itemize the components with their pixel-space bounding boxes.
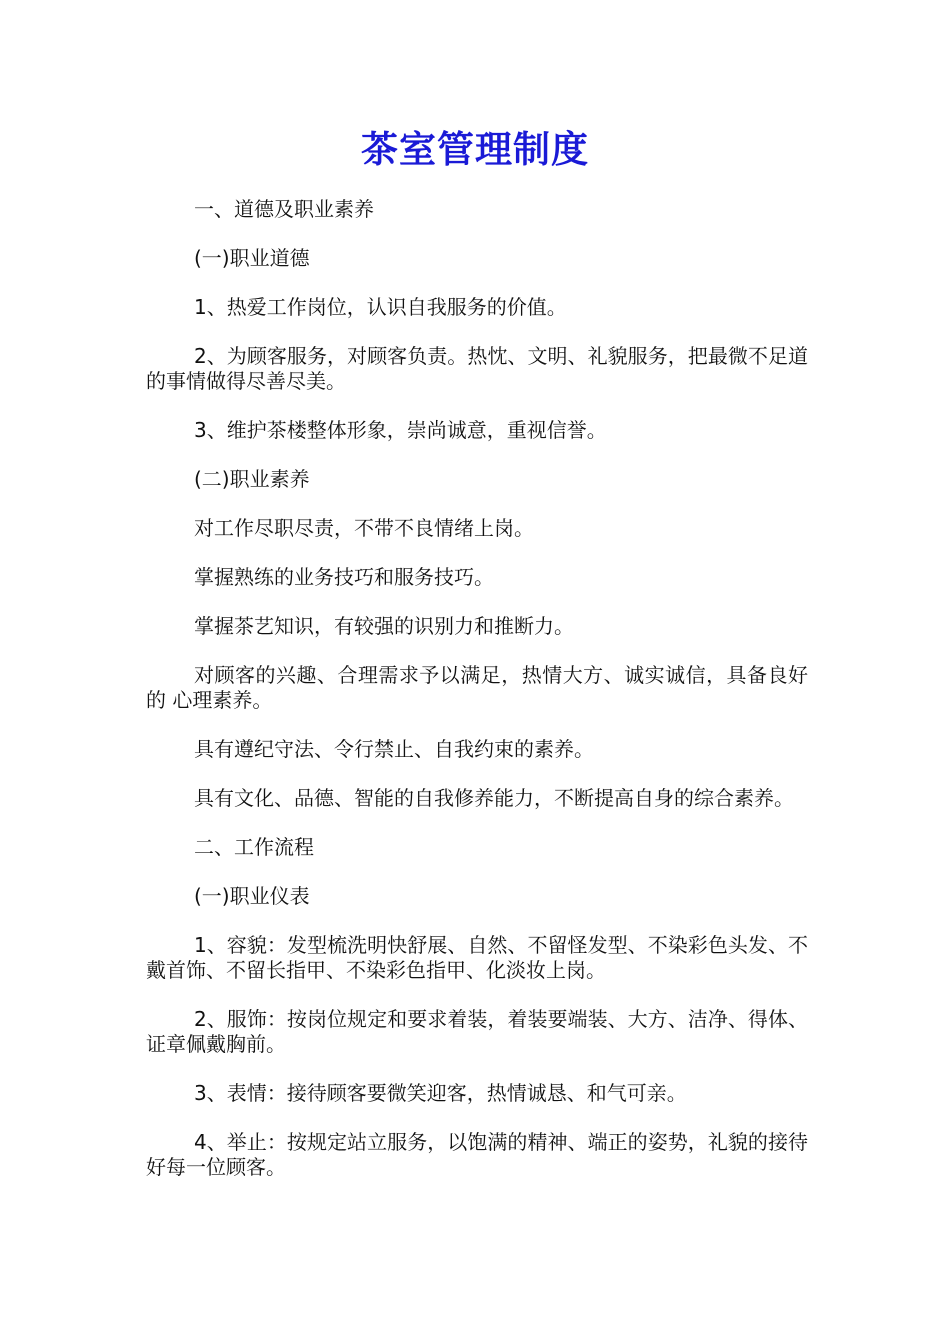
subsection-heading-2-1: (一)职业仪表: [194, 884, 310, 908]
paragraph: 对顾客的兴趣、合理需求予以满足，热情大方、诚实诚信，具备良好的 心理素养。: [146, 663, 808, 712]
subsection-heading-1-2: (二)职业素养: [194, 467, 310, 491]
document-title: 茶室管理制度: [361, 127, 589, 171]
subsection-heading-1-1: (一)职业道德: [194, 246, 310, 270]
paragraph: 3、表情：接待顾客要微笑迎客，热情诚恳、和气可亲。: [194, 1081, 687, 1105]
paragraph: 1、热爱工作岗位，认识自我服务的价值。: [194, 295, 567, 319]
section-heading-1: 一、道德及职业素养: [194, 197, 374, 221]
paragraph: 掌握熟练的业务技巧和服务技巧。: [194, 565, 494, 589]
paragraph: 2、为顾客服务，对顾客负责。热忱、文明、礼貌服务，把最微不足道的事情做得尽善尽美。: [146, 344, 808, 393]
section-heading-2: 二、工作流程: [194, 835, 314, 859]
paragraph: 对工作尽职尽责，不带不良情绪上岗。: [194, 516, 534, 540]
paragraph: 1、容貌：发型梳洗明快舒展、自然、不留怪发型、不染彩色头发、不戴首饰、不留长指甲、不染彩色指甲、化淡妆上岗。: [146, 933, 808, 982]
document-body: [146, 197, 808, 1204]
paragraph: 4、举止：按规定站立服务，以饱满的精神、端正的姿势，礼貌的接待好每一位顾客。: [146, 1130, 808, 1179]
paragraph: 3、维护茶楼整体形象，崇尚诚意，重视信誉。: [194, 418, 607, 442]
paragraph: 2、服饰：按岗位规定和要求着装，着装要端装、大方、洁净、得体、证章佩戴胸前。: [146, 1007, 808, 1056]
paragraph: 掌握茶艺知识，有较强的识别力和推断力。: [194, 614, 574, 638]
paragraph: 具有遵纪守法、令行禁止、自我约束的素养。: [194, 737, 594, 761]
paragraph: 具有文化、品德、智能的自我修养能力，不断提高自身的综合素养。: [194, 786, 794, 810]
